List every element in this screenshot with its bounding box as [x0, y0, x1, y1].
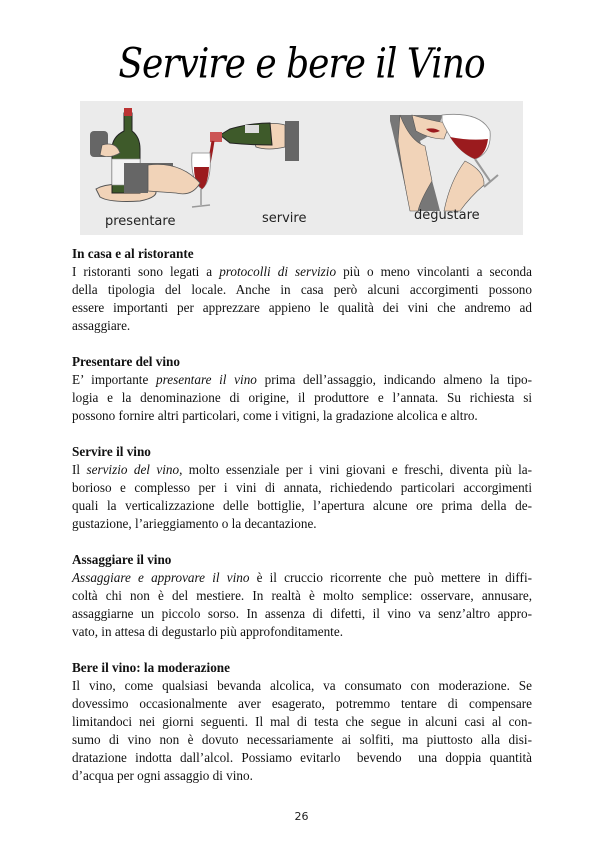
- paragraph-line: [72, 263, 532, 281]
- section-heading: Presentare del vino: [72, 354, 180, 369]
- text: limitandoci nei giorni seguenti. Il mal di testa che segue in alcuni casi al con-: [72, 714, 532, 729]
- paragraph-line: [72, 569, 532, 587]
- italic-text: presentare il vino: [156, 372, 257, 387]
- italic-text: Assaggiare e approvare il vino: [72, 570, 250, 585]
- section: [72, 245, 532, 335]
- text: gustazione, l’arieggiamento o la decantazione.: [72, 516, 317, 531]
- text: , molto essenziale per i vini giovani e freschi, diventa più la-: [179, 462, 533, 477]
- text: I ristoranti sono legati a: [72, 264, 220, 279]
- paragraph-line: [72, 677, 532, 695]
- text: della tipologia del locale. Anche in casa però alcuni accorgimenti possono: [72, 282, 532, 297]
- paragraph-line: [72, 389, 532, 407]
- label-presentare: presentare: [105, 214, 176, 229]
- section: [72, 443, 532, 533]
- label-degustare: degustare: [414, 208, 480, 223]
- text: borioso e complesso per i vini di annata, richiedendo particolari accorgimenti: [72, 480, 532, 495]
- tasting-wine-icon: [390, 114, 498, 211]
- section: [72, 659, 532, 785]
- section: [72, 551, 532, 641]
- paragraph-line: [72, 623, 532, 641]
- paragraph-line: [72, 497, 532, 515]
- wine-service-illustration: [80, 101, 523, 235]
- text: d’acqua per ogni assaggio di vino.: [72, 768, 253, 783]
- paragraph-line: [72, 587, 532, 605]
- text: dovessimo occasionalmente aver esagerato, potremmo tentare di compensare: [72, 696, 532, 711]
- text: assaggiare.: [72, 318, 131, 333]
- section-heading: Bere il vino: la moderazione: [72, 660, 230, 675]
- paragraph-line: [72, 317, 532, 335]
- text: E’ importante: [72, 372, 157, 387]
- page-title: Servire e bere il Vino: [118, 40, 485, 89]
- paragraph-line: [72, 731, 532, 749]
- section-heading: In casa e al ristorante: [72, 246, 194, 261]
- text: essere importanti per apprezzare appieno le qualità dei vini che andremo ad: [72, 300, 532, 315]
- article-body: [72, 245, 532, 803]
- paragraph-line: [72, 479, 532, 497]
- paragraph-line: [72, 407, 532, 425]
- paragraph-line: [72, 371, 532, 389]
- paragraph-line: [72, 749, 532, 767]
- text: sumo di vino non è dovuto necessariamente ai solfiti, ma piuttosto alla disi-: [72, 732, 532, 747]
- paragraph-line: [72, 695, 532, 713]
- text: possono fornire altri particolari, come i vitigni, la gradazione alcolica e altro.: [72, 408, 478, 423]
- paragraph-line: [72, 767, 532, 785]
- text: vato, in attesa di degustarlo più approfonditamente.: [72, 624, 344, 639]
- paragraph-line: [72, 605, 532, 623]
- paragraph-line: [72, 299, 532, 317]
- text: quali la verticalizzazione delle bottiglie, l’apertura alcune ore prima della de-: [72, 498, 532, 513]
- text: Il: [72, 462, 87, 477]
- text: assaggiarne un piccolo sorso. In assenza di difetti, il vino va senz’altro appro-: [72, 606, 532, 621]
- text: Il vino, come qualsiasi bevanda alcolica, va consumato con moderazione. Se: [72, 678, 532, 693]
- section: [72, 353, 532, 425]
- italic-text: servizio del vino: [86, 462, 180, 477]
- text: coltà chi non è del mestiere. In realtà è molto semplice: osservare, annusare,: [72, 588, 532, 603]
- text: è il cruccio ricorrente che può mettere in diffi-: [249, 570, 533, 585]
- text: dratazione indotta dall’alcol. Possiamo evitarlo bevendo una doppia quantità: [72, 750, 532, 765]
- section-heading: Assaggiare il vino: [72, 552, 172, 567]
- italic-text: protocolli di servizio: [219, 264, 337, 279]
- section-heading: Servire il vino: [72, 444, 151, 459]
- paragraph-line: [72, 713, 532, 731]
- paragraph-line: [72, 281, 532, 299]
- paragraph-line: [72, 461, 532, 479]
- paragraph-line: [72, 515, 532, 533]
- text: prima dell’assaggio, indicando almeno la tipo-: [256, 372, 532, 387]
- page-number: 26: [294, 810, 309, 823]
- text: logia e la denominazione di origine, il produttore e l’annata. Su richiesta si: [72, 390, 532, 405]
- label-servire: servire: [262, 211, 307, 226]
- text: più o meno vincolanti a seconda: [336, 264, 532, 279]
